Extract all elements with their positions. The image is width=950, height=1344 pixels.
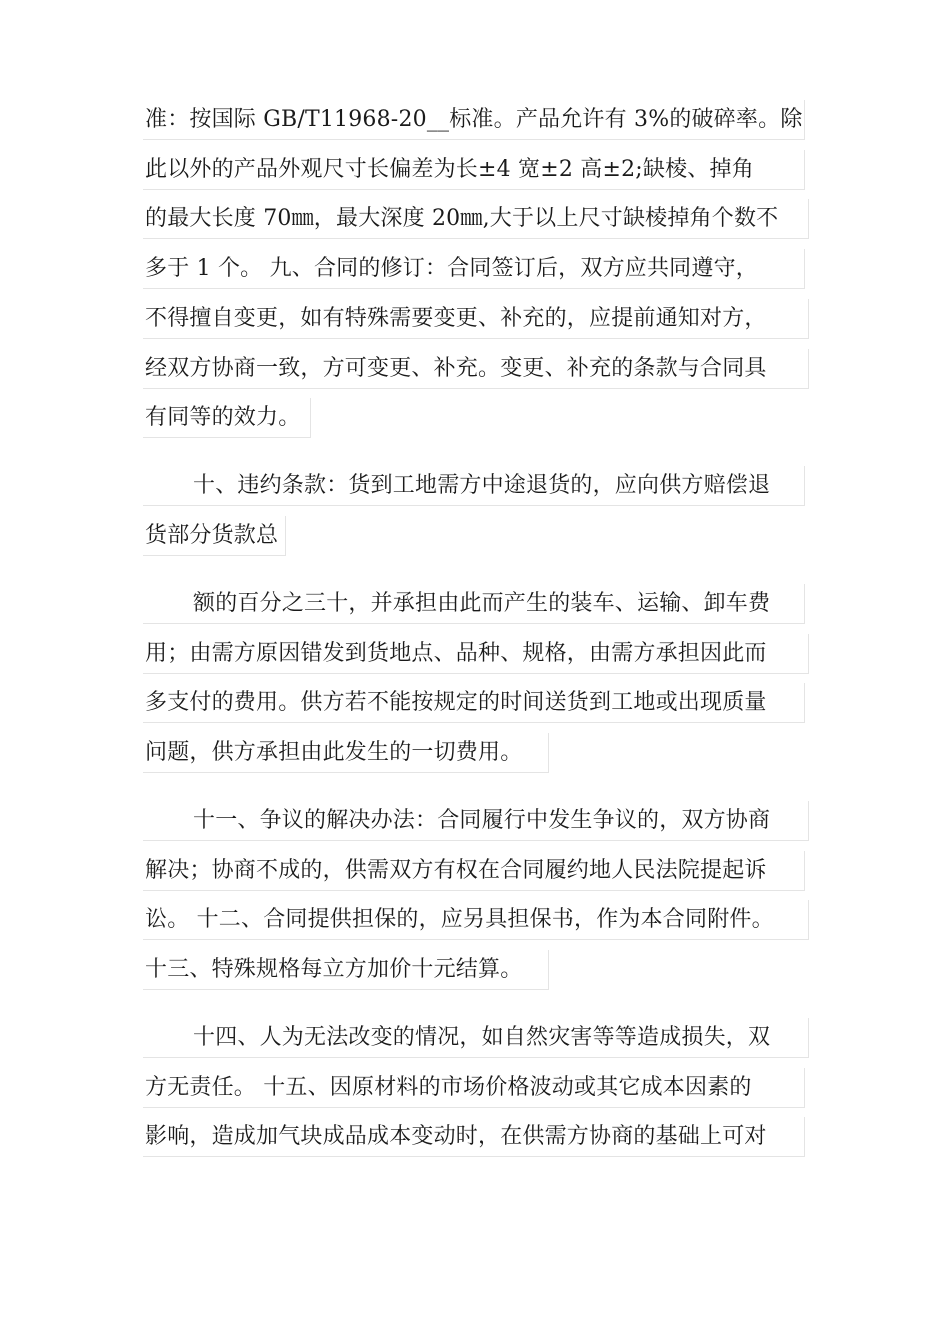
text-line: 多于 1 个。 九、合同的修订：合同签订后，双方应共同遵守， [143, 249, 805, 289]
text-line: 有同等的效力。 [143, 398, 311, 438]
text-line: 用；由需方原因错发到货地点、品种、规格，由需方承担因此而 [143, 634, 809, 674]
text-line: 此以外的产品外观尺寸长偏差为长±4 宽±2 高±2;缺棱、掉角 [143, 150, 805, 190]
text-line: 的最大长度 70㎜，最大深度 20㎜,大于以上尺寸缺棱掉角个数不 [143, 199, 809, 239]
text-line: 方无责任。 十五、因原材料的市场价格波动或其它成本因素的 [143, 1068, 805, 1108]
text-line: 问题，供方承担由此发生的一切费用。 [143, 733, 549, 773]
text-line: 十一、争议的解决办法：合同履行中发生争议的，双方协商 [143, 801, 809, 841]
text-line: 解决；协商不成的，供需双方有权在合同履约地人民法院提起诉 [143, 851, 805, 891]
text-line: 经双方协商一致，方可变更、补充。变更、补充的条款与合同具 [143, 349, 809, 389]
text-line: 准：按国际 GB/T11968-20__标准。产品允许有 3%的破碎率。除 [143, 100, 805, 140]
text-line: 货部分货款总 [143, 516, 286, 556]
text-line: 十四、人为无法改变的情况，如自然灾害等等造成损失，双 [143, 1018, 809, 1058]
text-line: 十三、特殊规格每立方加价十元结算。 [143, 950, 549, 990]
text-line: 不得擅自变更，如有特殊需要变更、补充的，应提前通知对方， [143, 299, 809, 339]
text-line: 多支付的费用。供方若不能按规定的时间送货到工地或出现质量 [143, 683, 805, 723]
text-line: 十、违约条款：货到工地需方中途退货的，应向供方赔偿退 [143, 466, 805, 506]
text-line: 讼。 十二、合同提供担保的，应另具担保书，作为本合同附件。 [143, 900, 809, 940]
text-line: 影响，造成加气块成品成本变动时，在供需方协商的基础上可对 [143, 1117, 805, 1157]
text-line: 额的百分之三十，并承担由此而产生的装车、运输、卸车费 [143, 584, 805, 624]
